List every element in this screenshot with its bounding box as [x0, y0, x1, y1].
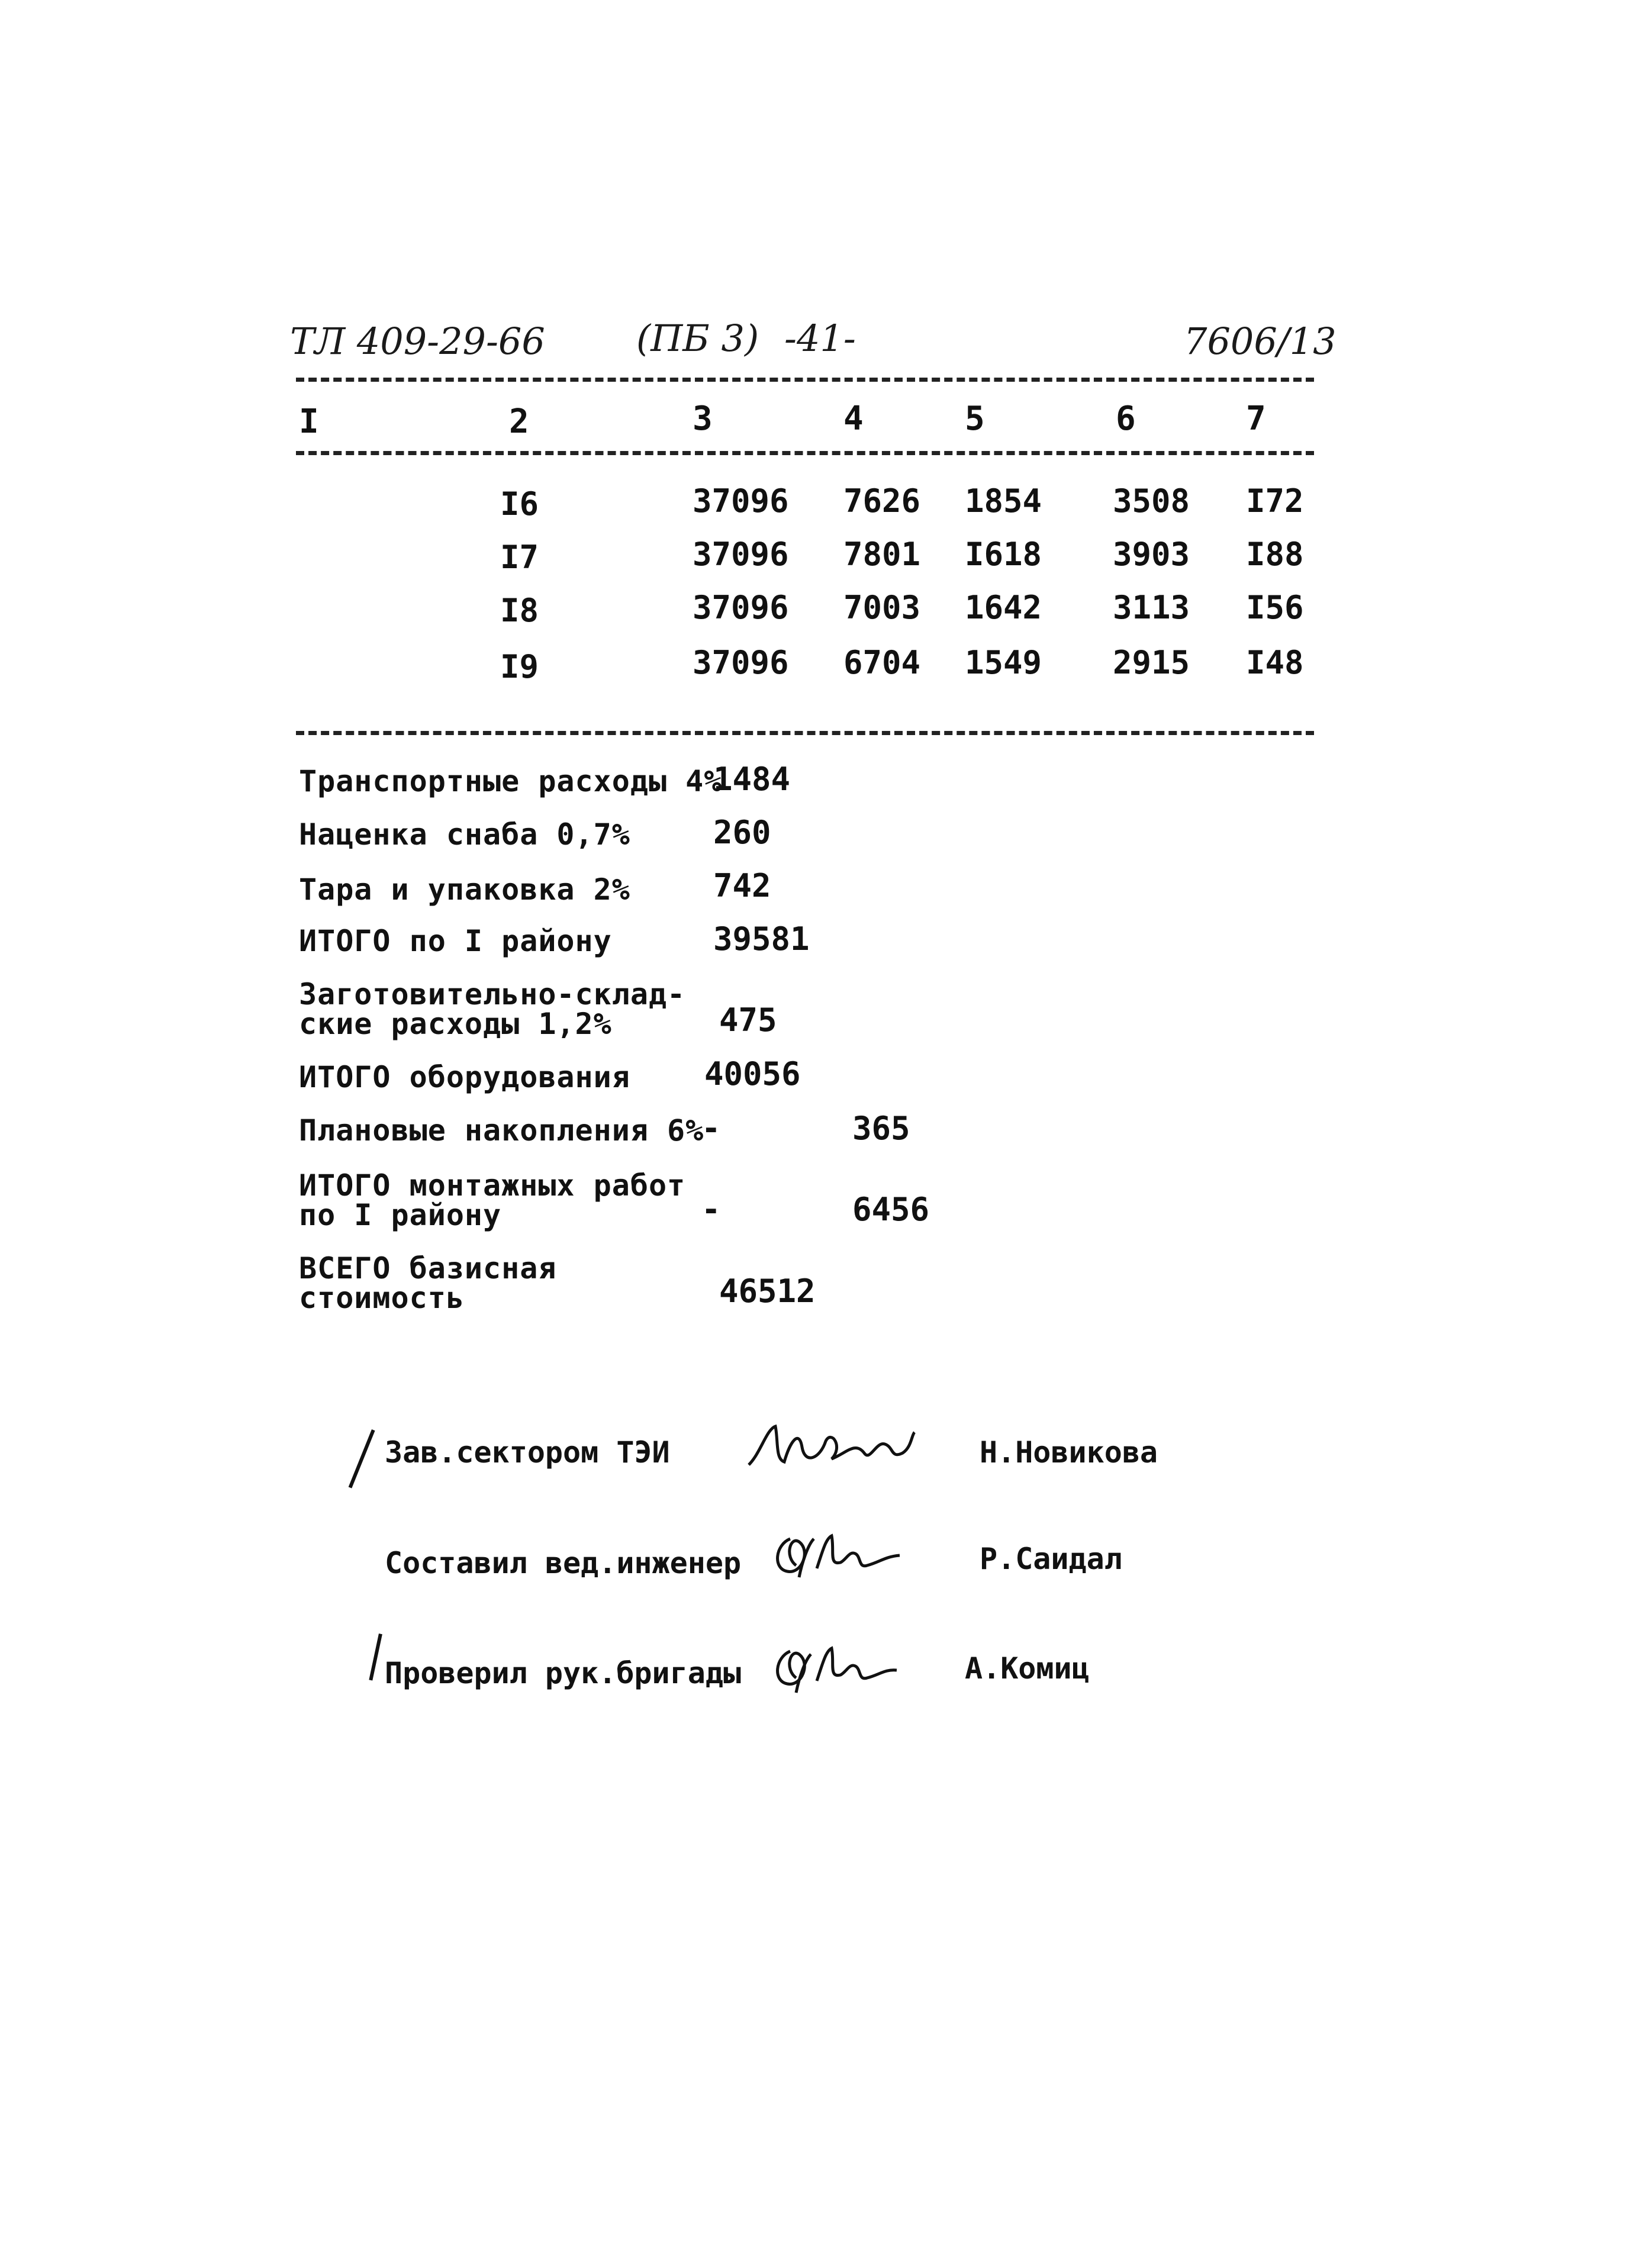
section-mark: (ПБ 3) — [636, 317, 759, 360]
cell: 37096 — [693, 644, 789, 681]
cell: 7626 — [843, 482, 921, 520]
table-bottom-rule — [296, 731, 1314, 735]
document-code: ТЛ 409-29-66 — [290, 320, 545, 363]
summary-label-continued: стоимость — [299, 1281, 465, 1315]
cell: I8 — [500, 592, 539, 629]
summary-label: Плановые накопления 6% — [299, 1113, 704, 1148]
cell: 2915 — [1113, 644, 1190, 681]
summary-label-continued: по I району — [299, 1198, 502, 1232]
cell: 7003 — [843, 589, 921, 626]
column-header: I — [299, 402, 319, 441]
column-header: 2 — [509, 402, 529, 441]
signatory-name: Р.Саидал — [980, 1542, 1122, 1576]
cell: I48 — [1246, 644, 1304, 681]
summary-label: Заготовительно-склад- — [299, 977, 686, 1011]
column-header: 7 — [1246, 400, 1266, 438]
summary-value-col4: 6456 — [852, 1191, 930, 1228]
cell: I56 — [1246, 589, 1304, 626]
column-header: 4 — [843, 400, 864, 438]
top-rule — [296, 378, 1314, 382]
summary-label-continued: ские расходы 1,2% — [299, 1007, 612, 1041]
signatory-name: А.Комиц — [965, 1651, 1090, 1686]
signatory-name: Н.Новикова — [980, 1435, 1158, 1470]
summary-value: 1484 — [713, 761, 791, 798]
column-header: 6 — [1116, 400, 1136, 438]
cell: I7 — [500, 539, 539, 576]
cell: 1549 — [965, 644, 1042, 681]
summary-value: 475 — [719, 1001, 777, 1039]
handwritten-signature — [767, 1634, 909, 1705]
column-header: 5 — [965, 400, 985, 438]
cell: I88 — [1246, 536, 1304, 573]
cell: 3508 — [1113, 482, 1190, 520]
summary-value: - — [701, 1110, 721, 1147]
handwritten-signature — [743, 1417, 920, 1483]
signatory-role: Составил вед.инженер — [385, 1546, 742, 1580]
summary-value: 260 — [713, 814, 771, 851]
cell: 37096 — [693, 536, 789, 573]
column-header: 3 — [693, 400, 713, 438]
page-number: -41- — [784, 317, 856, 360]
summary-label: ИТОГО по I району — [299, 924, 612, 958]
summary-value: - — [701, 1191, 721, 1228]
cell: 7801 — [843, 536, 921, 573]
cell: 1854 — [965, 482, 1042, 520]
cell: I72 — [1246, 482, 1304, 520]
summary-value: 40056 — [704, 1055, 801, 1093]
summary-value-col4: 365 — [852, 1110, 910, 1147]
signatory-role: Проверил рук.бригады — [385, 1656, 742, 1690]
margin-slash-mark — [349, 1429, 375, 1489]
header-rule — [296, 451, 1314, 455]
summary-value: 39581 — [713, 920, 810, 958]
cell: 6704 — [843, 644, 921, 681]
cell: 37096 — [693, 589, 789, 626]
handwritten-signature — [767, 1521, 909, 1592]
cell: 3113 — [1113, 589, 1190, 626]
cell: 37096 — [693, 482, 789, 520]
cell: 3903 — [1113, 536, 1190, 573]
cell: 1642 — [965, 589, 1042, 626]
summary-value: 46512 — [719, 1272, 816, 1310]
signatory-role: Зав.сектором ТЭИ — [385, 1435, 670, 1470]
summary-label: Тара и упаковка 2% — [299, 872, 630, 907]
cell: I618 — [965, 536, 1042, 573]
summary-label: Транспортные расходы 4% — [299, 764, 723, 798]
cell: I6 — [500, 485, 539, 523]
cell: I9 — [500, 648, 539, 685]
summary-value: 742 — [713, 867, 771, 904]
summary-label: Наценка снаба 0,7% — [299, 817, 630, 852]
summary-label: ВСЕГО базисная — [299, 1251, 557, 1286]
summary-label: ИТОГО оборудования — [299, 1060, 630, 1094]
margin-slash-mark — [369, 1634, 382, 1680]
sheet-number: 7606/13 — [1184, 320, 1337, 363]
summary-label: ИТОГО монтажных работ — [299, 1168, 686, 1203]
